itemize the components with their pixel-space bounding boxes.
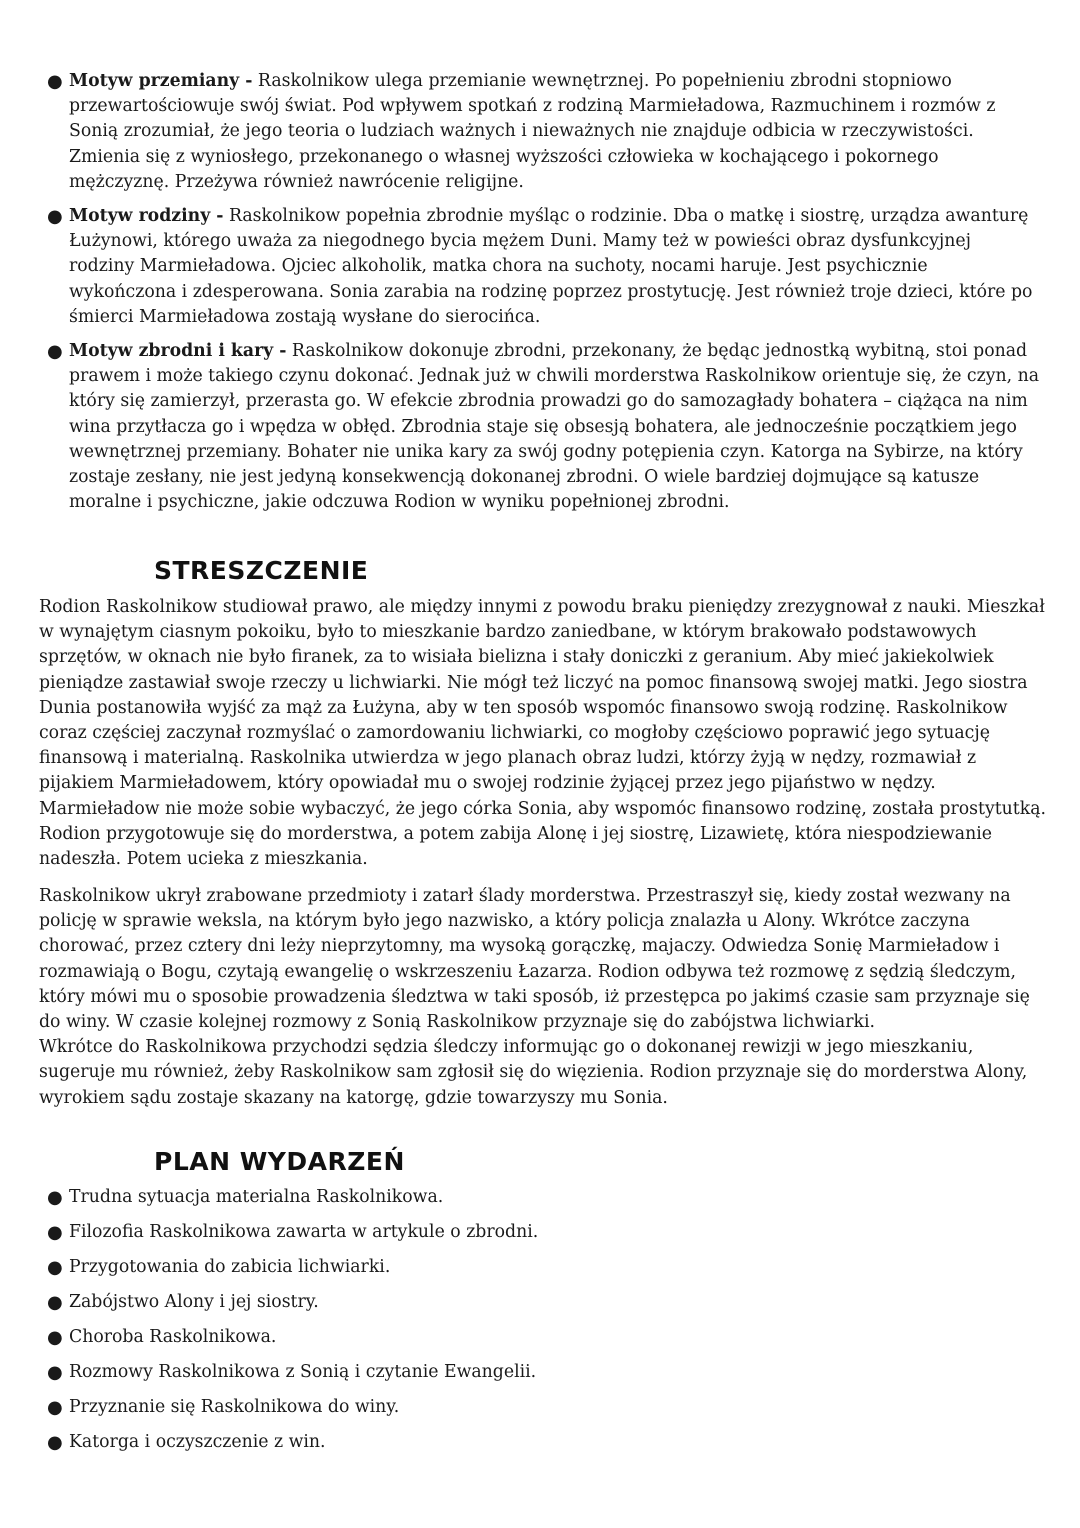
- motif-text: Raskolnikow dokonuje zbrodni, przekonany, że będąc jednostką wybitną, stoi ponad prawem i może takiego czynu dokonać. Jednak już w chwili morderstwa Raskolnikow orientuje się, że czyn, na który się zamierzył, przerasta go. W efekcie zbrodnia prowadzi go do samozagłady bohatera – ciążąca na nim wina przytłacza go i wpędza w obłęd. Zbrodnia staje się obsesją bohatera, ale jednocześnie początkiem jego wewnętrznej przemiany. Bohater nie unika kary za swój godny potępienia czyn. Katorga na Sybirze, na który zostaje zesłany, nie jest jedyną konsekwencją dokonanej zbrodni. O wiele bardziej dojmujące są katusze moralne i psychiczne, jakie odczuwa Rodion w wyniku popełnionej zbrodni.: [69, 341, 1040, 513]
- motif-text: Raskolnikow ulega przemianie wewnętrznej. Po popełnieniu zbrodni stopniowo przewartościowuje swój świat. Pod wpływem spotkań z rodziną Marmieładowa, Razmuchinem i rozmów z Sonią zrozumiał, że jego teoria o ludziach ważnych i nieważnych nie znajduje odbicia w rzeczywistości. Zmienia się z wyniosłego, przekonanego o własnej wyższości człowieka w kochającego i pokornego mężczyznę. Przeżywa również nawrócenie religijne.: [69, 71, 996, 192]
- plan-item: [0, 1185, 1060, 1210]
- motif-title: Motyw zbrodni i kary -: [69, 341, 287, 362]
- plan-item: [0, 1290, 1060, 1315]
- summary-heading: STRESZCZENIE: [154, 556, 369, 585]
- bullet-icon: ●: [47, 1292, 63, 1313]
- plan-item: [0, 1430, 1060, 1455]
- motif-text: Raskolnikow popełnia zbrodnie myśląc o rodzinie. Dba o matkę i siostrę, urządza awanturę Łużynowi, którego uważa za niegodnego bycia mężem Duni. Mamy też w powieści obraz dysfunkcyjnej rodziny Marmieładowa. Ojciec alkoholik, matka chora na suchoty, nocami haruje. Jest psychicznie wykończona i zdesperowana. Sonia zarabia na rodzinę poprzez prostytucję. Jest również troje dzieci, które po śmierci Marmieładowa zostają wysłane do sierocińca.: [69, 206, 1033, 327]
- bullet-icon: ●: [47, 1222, 63, 1243]
- plan-list: [0, 1185, 1060, 1465]
- plan-item-text: Przyznanie się Raskolnikowa do winy.: [69, 1397, 400, 1417]
- plan-item-text: Przygotowania do zabicia lichwiarki.: [69, 1257, 391, 1277]
- plan-item-text: Katorga i oczyszczenie z win.: [69, 1432, 326, 1452]
- plan-item-text: Zabójstwo Alony i jej siostry.: [69, 1292, 319, 1312]
- summary-paragraph: Rodion Raskolnikow studiował prawo, ale między innymi z powodu braku pieniędzy zrezygnował z nauki. Mieszkał w wynajętym ciasnym pokoiku, było to mieszkanie bardzo zaniedbane, w którym brakowało podstawowych sprzętów, w oknach nie było firanek, za to wisiała bielizna i stały doniczki z geranium. Aby mieć jakiekolwiek pieniądze zastawiał swoje rzeczy u lichwiarki. Nie mógł też liczyć na pomoc finansową swojej matki. Jego siostra Dunia postanowiła wyjść za mąż za Łużyna, aby w ten sposób wspomóc finansowo swoją rodzinę. Raskolnikow coraz częściej zaczynał rozmyślać o zamordowaniu lichwiarki, co mogłoby częściowo poprawić jego sytuację finansową i materialną. Raskolnika utwierdza w jego planach obraz ludzi, którzy żyją w nędzy, rozmawiał z pijakiem Marmieładowem, który opowiadał mu o swojej rodzinie żyjącej przez jego pijaństwo w nędzy. Marmieładow nie może sobie wybaczyć, że jego córka Sonia, aby wspomóc finansowo rodzinę, została prostytutką. Rodion przygotowuje się do morderstwa, a potem zabija Alonę i jej siostrę, Lizawietę, która niespodziewanie nadeszła. Potem ucieka z mieszkania.: [39, 597, 1047, 870]
- motif-title: Motyw przemiany -: [69, 71, 253, 91]
- bullet-icon: ●: [47, 206, 63, 228]
- summary-paragraph: Wkrótce do Raskolnikowa przychodzi sędzia śledczy informując go o dokonanej rewizji w jego mieszkaniu, sugeruje mu również, żeby Raskolnikow sam zgłosił się do więzienia. Rodion przyznaje się do morderstwa Alony, wyrokiem sądu zostaje skazany na katorgę, gdzie towarzyszy mu Sonia.: [39, 1037, 1028, 1108]
- plan-item: [0, 1220, 1060, 1245]
- plan-heading: PLAN WYDARZEŃ: [154, 1147, 405, 1176]
- bullet-icon: ●: [47, 71, 63, 92]
- bullet-icon: ●: [47, 1362, 63, 1383]
- plan-item: [0, 1395, 1060, 1420]
- plan-item-text: Trudna sytuacja materialna Raskolnikowa.: [69, 1187, 444, 1207]
- bullet-icon: ●: [47, 1187, 63, 1208]
- bullet-icon: ●: [47, 1432, 63, 1453]
- plan-item: [0, 1325, 1060, 1350]
- bullet-icon: ●: [47, 1257, 63, 1278]
- bullet-icon: ●: [47, 341, 63, 363]
- plan-item-text: Choroba Raskolnikowa.: [69, 1327, 277, 1347]
- plan-item-text: Filozofia Raskolnikowa zawarta w artykule o zbrodni.: [69, 1222, 539, 1242]
- plan-item: [0, 1255, 1060, 1280]
- bullet-icon: ●: [47, 1327, 63, 1348]
- motif-item: [0, 339, 1060, 515]
- motif-item: [0, 204, 1060, 330]
- bullet-icon: ●: [47, 1397, 63, 1418]
- summary-paragraph: Raskolnikow ukrył zrabowane przedmioty i zatarł ślady morderstwa. Przestraszył się, kiedy został wezwany na policję w sprawie weksla, na którym było jego nazwisko, a który policja znalazła u Alony. Wkrótce zaczyna chorować, przez cztery dni leży nieprzytomny, ma wysoką gorączkę, majaczy. Odwiedza Sonię Marmieładow i rozmawiają o Bogu, czytają ewangelię o wskrzeszeniu Łazarza. Rodion odbywa też rozmowę z sędzią śledczym, który mówi mu o sposobie prowadzenia śledztwa w taki sposób, iż przestępca po jakimś czasie sam przyznaje się do winy. W czasie kolejnej rozmowy z Sonią Raskolnikow przyznaje się do zabójstwa lichwiarki.: [39, 886, 1030, 1033]
- motif-item: [0, 69, 1060, 195]
- summary-paragraph-group: [39, 884, 1049, 1111]
- plan-item-text: Rozmowy Raskolnikowa z Sonią i czytanie Ewangelii.: [69, 1362, 537, 1382]
- motifs-list: [0, 69, 1060, 524]
- plan-item: [0, 1360, 1060, 1385]
- motif-title: Motyw rodziny -: [69, 206, 224, 227]
